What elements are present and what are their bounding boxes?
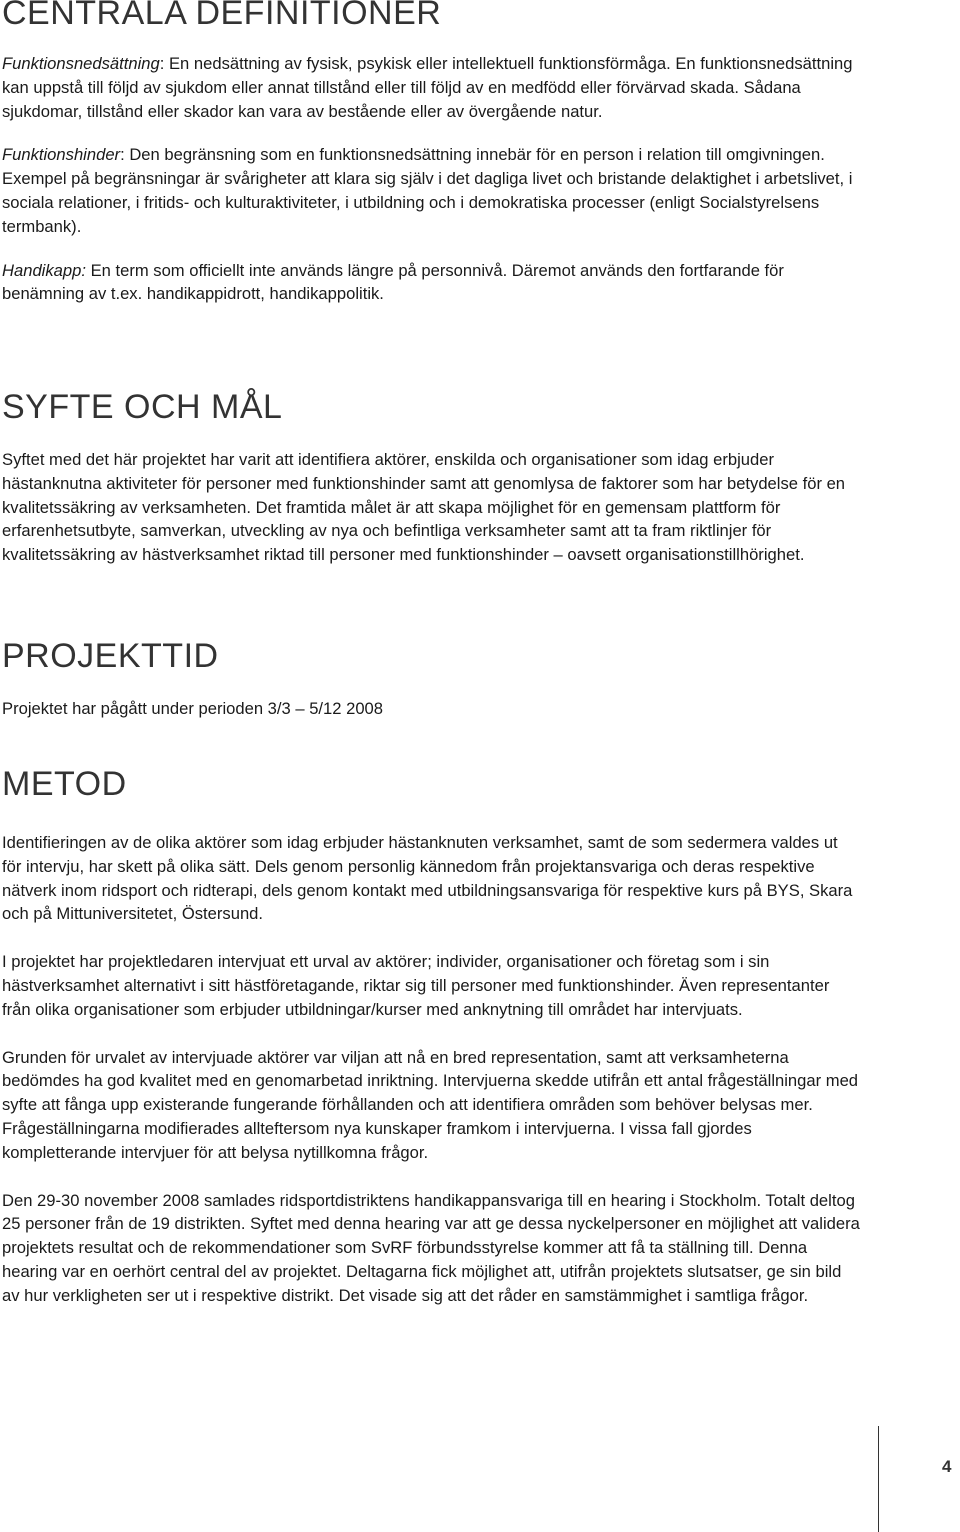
definition-funktionsnedsattning	[2, 52, 860, 123]
definition-text: En nedsättning av fysisk, psykisk eller intellektuell funktionsförmåga. En funktionsnedsättning kan uppstå till följd av sjukdom eller annat tillstånd eller till följd av en medfödd eller förvärvad skada. Sådana sjukdomar, tillstånd eller skador kan vara av bestående eller av övergående natur.	[2, 54, 853, 121]
definition-handikapp	[2, 259, 860, 307]
body-paragraph: Grunden för urvalet av intervjuade aktörer var viljan att nå en bred representation, samt att verksamheterna bedömdes ha god kvalitet med en genomarbetad inriktning. Intervjuerna skedde utifrån ett antal frågeställningar med syfte att fånga upp existerande fungerande förhållanden och att identifiera områden som behöver belysas mer. Frågeställningarna modifierades allteftersom nya kunskaper framkom i intervjuerna. I vissa fall gjordes kompletterande intervjuer för att belysa nytillkomna frågor.	[2, 1047, 859, 1162]
section-projekttid	[2, 639, 860, 721]
definition-funktionshinder	[2, 143, 860, 238]
footer-divider	[878, 1426, 879, 1532]
definition-separator: :	[159, 54, 169, 73]
section-heading: SYFTE OCH MÅL	[2, 388, 283, 426]
body-paragraph: Den 29-30 november 2008 samlades ridsportdistriktens handikappansvariga till en hearing i Stockholm. Totalt deltog 25 personer från de 19 distrikten. Syftet med denna hearing var att ge dessa nyckelpersoner en möjlighet att validera projektets resultat och de rekommendationer som SvRF förbundsstyrelse kommer att få ta ställning till. Denna hearing var en oerhört central del av projektet. Deltagarna fick möjlighet att, utifrån projektets slutsatser, ge sin bild av hur verkligheten ser ut i respektive distrikt. Det visade sig att det råder en samstämmighet i samtliga frågor.	[2, 1190, 860, 1305]
definition-separator: :	[120, 145, 130, 165]
definition-text: Den begränsning som en funktionsnedsättning innebär för en person i relation till omgivningen. Exempel på begränsningar är svårigheter att klara sig själv i det dagliga livet och bristande delaktighet i arbetslivet, i sociala relationer, i fritids- och kulturaktiviteter, i utbildning och i demokratiska processer (enligt Socialstyrelsens termbank).	[2, 145, 853, 236]
section-heading: CENTRALA DEFINITIONER	[2, 0, 442, 32]
section-syfte-och-mal	[2, 390, 860, 567]
body-paragraph: Projektet har pågått under perioden 3/3 – 5/12 2008	[2, 699, 384, 718]
section-metod	[2, 767, 860, 1332]
body-paragraph: Identifieringen av de olika aktörer som idag erbjuder hästanknuten verksamhet, samt de som sedermera valdes ut för intervju, har skett på olika sätt. Dels genom personlig kännedom från projektansvariga och deras respektive nätverk inom ridsport och ridterapi, dels genom kontakt med utbildningsansvariga för respektive kurs på BYS, Skara och på Mittuniversitetet, Östersund.	[2, 833, 853, 924]
body-paragraph: I projektet har projektledaren intervjuat ett urval av aktörer; individer, organisationer och företag som i sin hästverksamhet alternativt i sitt hästföretagande, riktar sig till personer med funktionshinder. Även representanter från olika organisationer som erbjuder utbildningar/kurser med anknytning till området har intervjuats.	[2, 952, 830, 1019]
definition-term: Handikapp:	[2, 260, 86, 280]
body-paragraph: Syftet med det här projektet har varit att identifiera aktörer, enskilda och organisationer som idag erbjuder hästanknutna aktiviteter för personer med funktionshinder samt att genomlysa de faktorer som har betydelse för en kvalitetssäkring av verksamheten. Det framtida målet är att skapa möjlighet för en gemensam plattform för erfarenhetsutbyte, samverkan, utveckling av nya och befintliga verksamheter samt att ta fram riktlinjer för kvalitetssäkring av hästverksamhet riktad till personer med funktionshinder – oavsett organisationstillhörighet.	[2, 450, 846, 565]
definition-term: Funktionsnedsättning	[2, 54, 160, 73]
definition-term: Funktionshinder	[2, 145, 121, 165]
definition-text: En term som officiellt inte används längre på personnivå. Däremot används den fortfarande för benämning av t.ex. handikappidrott, handikappolitik.	[2, 260, 784, 304]
page-number: 4	[942, 1457, 952, 1476]
section-centrala-definitioner	[2, 0, 860, 326]
section-heading: METOD	[2, 765, 127, 803]
section-heading: PROJEKTTID	[2, 637, 219, 675]
